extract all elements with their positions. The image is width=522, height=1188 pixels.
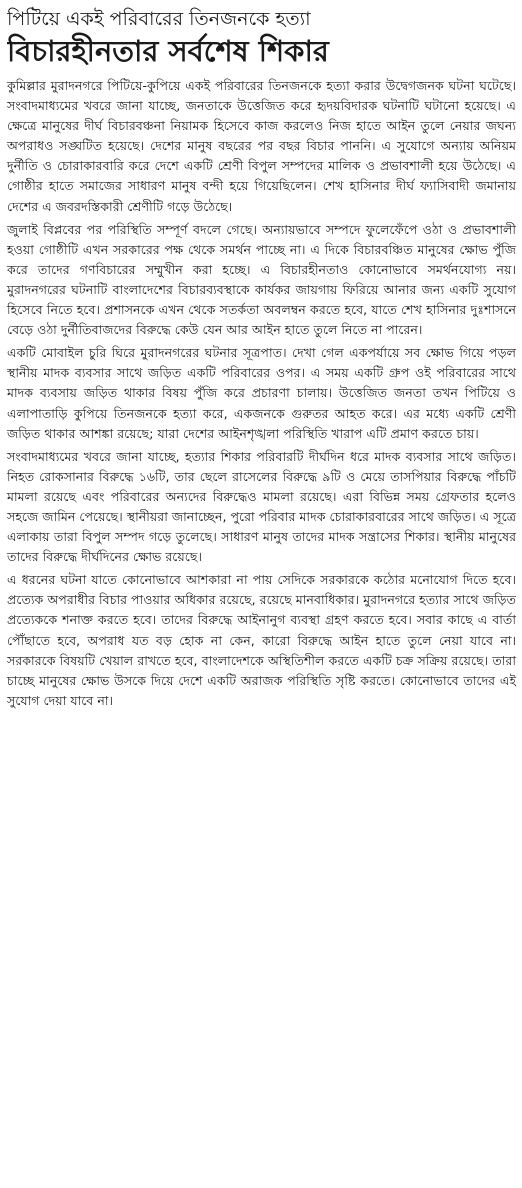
article-kicker: পিটিয়ে একই পরিবারের তিনজনকে হত্যা [7, 8, 311, 30]
article-paragraph-3: একটি মোবাইল চুরি ঘিরে মুরাদনগরের ঘটনার সূত্রপাত। দেখা গেল একপর্যায়ে সব ক্ষোভ গিয়ে পড়ল স্থানীয় মাদক ব্যবসার সাথে জড়িত একটি পরিবারের ওপর। এ সময় একটি গ্রুপ ওই পরিবারের সাথে মাদক ব্যবসায় জড়িত থাকার বিষয় পুঁজি করে প্রচারণা চালায়। উত্তেজিত জনতা তখন পিটিয়ে ও এলাপাতাড়ি কুপিয়ে তিনজনকে হত্যা করে, একজনকে গুরুতর আহত করে। এর মধ্যে একটি শ্রেণী জড়িত থাকার আশঙ্কা রয়েছে; যারা দেশের আইনশৃঙ্খলা পরিস্থিতি খারাপ এটি প্রমাণ করতে চায়। [7, 345, 516, 441]
article-body [7, 76, 516, 711]
article-paragraph-5: এ ধরনের ঘটনা যাতে কোনোভাবে আশকারা না পায় সেদিকে সরকারকে কঠোর মনোযোগ দিতে হবে। প্রত্যেক অপরাধীর বিচার পাওয়ার অধিকার রয়েছে, রয়েছে মানবাধিকার। মুরাদনগরে হত্যার সাথে জড়িত প্রত্যেককে শনাক্ত করতে হবে। তাদের বিরুদ্ধে আইনানুগ ব্যবস্থা গ্রহণ করতে হবে। সবার কাছে এ বার্তা পৌঁছাতে হবে, অপরাধ যত বড় হোক না কেন, কারো বিরুদ্ধে আইন হাতে তুলে নেয়া যাবে না। সরকারকে বিষয়টি খেয়াল রাখতে হবে, বাংলাদেশকে অস্থিতিশীল করতে একটি চক্র সক্রিয় রয়েছে। তারা চাচ্ছে মানুষের ক্ষোভ উসকে দিয়ে দেশে একটি অরাজক পরিস্থিতি সৃষ্টি করতে। কোনোভাবে তাদের এই সুযোগ দেয়া যাবে না। [7, 572, 516, 708]
article-paragraph-2: জুলাই বিপ্লবের পর পরিস্থিতি সম্পূর্ণ বদলে গেছে। অন্যায়ভাবে সম্পদে ফুলেফেঁপে ওঠা ও প্রভাবশালী হওয়া গোষ্ঠীটি এখন সরকারের পক্ষ থেকে সমর্থন পাচ্ছে না। এ দিকে বিচারবঞ্চিত মানুষের ক্ষোভ পুঁজি করে তাদের গণবিচারের সম্মুখীন করা হচ্ছে। এ বিচারহীনতাও কোনোভাবে সমর্থনযোগ্য নয়। মুরাদনগরের ঘটনাটি বাংলাদেশের বিচারব্যবস্থাকে কার্যকর জায়গায় ফিরিয়ে আনার জন্য একটি সুযোগ হিসেবে নিতে হবে। প্রশাসনকে এখন থেকে সতর্কতা অবলম্বন করতে হবে, যাতে শেখ হাসিনার দুঃশাসনে বেড়ে ওঠা দুর্নীতিবাজদের বিরুদ্ধে কেউ যেন আর আইন হাতে তুলে নিতে না পারেন। [7, 221, 516, 338]
article-paragraph-1: কুমিল্লার মুরাদনগরে পিটিয়ে-কুপিয়ে একই পরিবারের তিনজনকে হত্যা করার উদ্বেগজনক ঘটনা ঘটেছে। সংবাদমাধ্যমের খবরে জানা যাচ্ছে, জনতাকে উত্তেজিত করে হৃদয়বিদারক ঘটনাটি ঘটানো হয়েছে। এ ক্ষেত্রে মানুষের দীর্ঘ বিচারবঞ্চনা নিয়ামক হিসেবে কাজ করলেও নিজ হাতে আইন তুলে নেয়ার জঘন্য অপরাধও সঙ্ঘটিত হয়েছে। দেশের মানুষ বছরের পর বছর বিচার পাননি। এ সুযোগে অন্যায় অনিয়ম দুর্নীতি ও চোরাকারবারি করে দেশে একটি শ্রেণী বিপুল সম্পদের মালিক ও প্রভাবশালী হয়ে উঠেছে। এ গোষ্ঠীর হাতে সমাজের সাধারণ মানুষ বন্দী হয়ে গিয়েছিলেন। শেখ হাসিনার দীর্ঘ ফ্যাসিবাদী জমানায় দেশের এ জবরদস্তিকারী শ্রেণীটি গড়ে উঠেছে। [7, 78, 516, 214]
article-headline: বিচারহীনতার সর্বশেষ শিকার [7, 34, 329, 68]
article-paragraph-4: সংবাদমাধ্যমের খবরে জানা যাচ্ছে, হত্যার শিকার পরিবারটি দীর্ঘদিন ধরে মাদক ব্যবসার সাথে জড়িত। নিহত রোকসানার বিরুদ্ধে ১৬টি, তার ছেলে রাসেলের বিরুদ্ধে ৯টি ও মেয়ে তাসপিয়ার বিরুদ্ধে পাঁচটি মামলা রয়েছে এবং পরিবারের অন্যদের বিরুদ্ধেও মামলা রয়েছে। এরা বিভিন্ন সময় গ্রেফতার হলেও সহজে জামিন পেয়েছে। স্থানীয়রা জানাচ্ছেন, পুরো পরিবার মাদক চোরাকারবারের সাথে জড়িত। এ সূত্রে এলাকায় তারা বিপুল সম্পদ গড়ে তুলেছে। সাধারণ মানুষ তাদের মাদক সন্ত্রাসের শিকার। স্থানীয় মানুষের তাদের বিরুদ্ধে দীর্ঘদিনের ক্ষোভ রয়েছে। [7, 448, 516, 565]
